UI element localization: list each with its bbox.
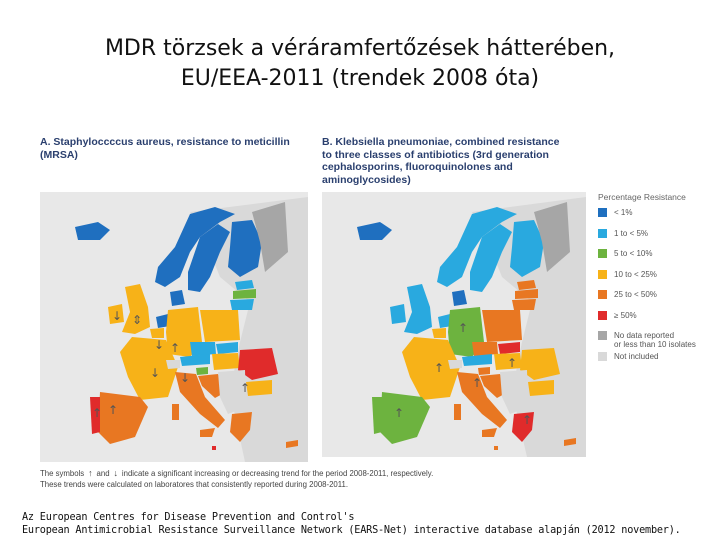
trend-arrow-ireland: ↓ — [112, 309, 123, 323]
map-mrsa — [40, 192, 308, 462]
panel-b-title-line1: B. Klebsiella pneumoniae, combined resistance — [322, 136, 560, 148]
legend-item — [598, 352, 716, 373]
country-iceland — [357, 222, 392, 240]
legend-label: 25 to < 50% — [614, 290, 657, 299]
legend-items — [598, 208, 716, 372]
trend-arrow-uk: ⇕ — [132, 313, 143, 327]
trend-arrow-bulgaria: ↑ — [240, 381, 251, 395]
trend-note-text-b: and — [96, 469, 110, 478]
country-spain — [380, 392, 430, 444]
legend-swatch — [598, 352, 607, 361]
trend-arrow-spain: ↑ — [108, 403, 119, 417]
country-sicily — [200, 428, 215, 437]
legend-swatch — [598, 249, 607, 258]
panel-b-title-line3: cephalosporins, fluoroquinolones and — [322, 161, 513, 173]
map-klebsiella — [322, 192, 586, 457]
region-not-included-balkans — [500, 370, 528, 414]
country-czech — [472, 342, 498, 356]
legend-label: ≥ 50% — [614, 310, 637, 320]
trend-arrow-spain: ↑ — [394, 406, 405, 420]
map-mrsa-svg — [40, 192, 308, 462]
country-denmark — [452, 290, 467, 306]
panel-a-title-line2: (MRSA) — [40, 148, 78, 161]
arrow-down-icon: ↓ — [113, 468, 118, 478]
source-line2: European Antimicrobial Resistance Surveillance Network (EARS-Net) interactive database alapján (2012 november). — [22, 525, 681, 536]
panel-a-title-line1: A. Staphyloccccus aureus, resistance to meticillin — [40, 136, 290, 148]
legend-label: No data reported or less than 10 isolates — [614, 331, 696, 349]
trend-note-line2: These trends were calculated on laboratores that consistently reported during 2008-2011. — [40, 480, 349, 489]
country-denmark — [170, 290, 185, 306]
legend-item — [598, 270, 716, 291]
country-belgium — [150, 328, 164, 338]
country-poland — [482, 310, 522, 342]
trend-arrow-germany: ↑ — [458, 321, 469, 335]
country-poland — [200, 310, 240, 342]
country-sardinia — [172, 404, 179, 420]
trend-arrow-belgium: ↓ — [154, 338, 165, 352]
country-malta — [494, 446, 498, 450]
panel-b-title-line2: to three classes of antibiotics (3rd generation — [322, 148, 549, 161]
panel-a-title — [40, 136, 290, 161]
legend-swatch — [598, 208, 607, 217]
legend-swatch — [598, 331, 607, 340]
legend-item — [598, 208, 716, 229]
slide-title-line1: MDR törzsek a véráramfertőzések hátterében, — [104, 36, 616, 61]
trend-arrow-italy: ↓ — [180, 371, 191, 385]
legend-swatch — [598, 311, 607, 320]
country-malta — [212, 446, 216, 450]
panel-b-title — [322, 136, 560, 186]
trend-arrow-hungary: ↑ — [507, 356, 518, 370]
country-slovakia — [216, 342, 238, 354]
trend-note — [40, 468, 433, 490]
legend-label: < 1% — [614, 208, 633, 217]
country-czech — [190, 342, 216, 356]
trend-arrow-france: ↑ — [434, 361, 445, 375]
country-bulgaria — [528, 380, 554, 396]
country-switzerland — [448, 360, 462, 369]
legend-swatch — [598, 290, 607, 299]
country-sardinia — [454, 404, 461, 420]
legend-item — [598, 331, 716, 352]
trend-arrow-germany: ↑ — [170, 341, 181, 355]
panel-b-title-line4: aminoglycosides) — [322, 173, 411, 186]
country-portugal — [372, 397, 382, 434]
trend-arrow-france: ↓ — [150, 366, 161, 380]
trend-note-line1 — [40, 468, 433, 479]
legend-title: Percentage Resistance — [598, 192, 686, 202]
slide-title — [0, 34, 720, 94]
source-note — [22, 511, 681, 537]
legend-label: Not included — [614, 351, 659, 361]
country-lithuania — [230, 299, 254, 310]
trend-arrow-portugal: ↑ — [92, 406, 103, 420]
legend-swatch — [598, 270, 607, 279]
country-slovenia — [196, 367, 208, 375]
country-slovenia — [478, 367, 490, 375]
country-belgium — [432, 328, 446, 338]
country-lithuania — [512, 299, 536, 310]
map-legend — [598, 192, 716, 372]
source-line1: Az European Centres for Disease Prevention and Control's — [22, 512, 355, 523]
trend-arrow-italy: ↑ — [472, 376, 483, 390]
legend-item — [598, 290, 716, 311]
trend-arrow-greece: ↑ — [522, 413, 533, 427]
legend-swatch — [598, 229, 607, 238]
legend-item — [598, 229, 716, 250]
legend-label: 10 to < 25% — [614, 269, 657, 279]
country-spain — [98, 392, 148, 444]
legend-label: 1 to < 5% — [614, 228, 649, 238]
slide-title-line2: EU/EEA-2011 (trendek 2008 óta) — [180, 66, 540, 91]
country-ireland — [390, 304, 406, 324]
trend-note-text-a: The symbols — [40, 469, 85, 478]
country-uk — [404, 284, 432, 334]
trend-note-text-c: indicate a significant increasing or decreasing trend for the period 2008-2011, respectively. — [121, 469, 434, 478]
country-slovakia — [498, 342, 520, 354]
legend-item — [598, 249, 716, 270]
country-iceland — [75, 222, 110, 240]
legend-label: 5 to < 10% — [614, 249, 653, 258]
country-hungary — [212, 353, 240, 370]
country-switzerland — [166, 360, 180, 369]
country-sicily — [482, 428, 497, 437]
arrow-up-icon: ↑ — [88, 468, 93, 478]
map-klebsiella-svg — [322, 192, 586, 457]
legend-item — [598, 311, 716, 332]
